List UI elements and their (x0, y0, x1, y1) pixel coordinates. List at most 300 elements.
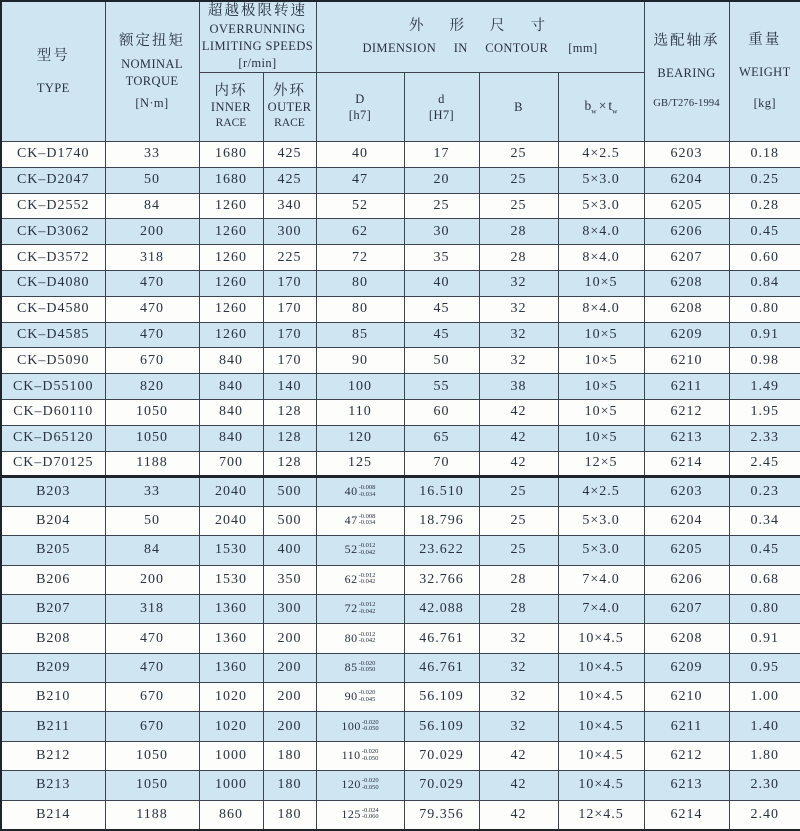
cell-outer-race: 500 (263, 477, 316, 506)
dim-D-value: 52 (344, 542, 358, 557)
dimension-header-unit: [mm] (568, 41, 598, 55)
cell-torque: 1050 (105, 741, 199, 770)
cell-type: CK–D2047 (1, 167, 105, 193)
cell-torque: 1050 (105, 771, 199, 800)
cell-weight: 1.00 (729, 683, 800, 712)
cell-dim-B: 25 (479, 536, 558, 565)
table-row (1, 374, 800, 400)
cell-dim-d: 46.761 (404, 624, 479, 653)
cell-dim-D: 125 (316, 451, 404, 477)
cell-inner-race: 700 (199, 451, 263, 477)
cell-outer-race: 170 (263, 322, 316, 348)
speeds-header-cn: 超越极限转速 (208, 3, 307, 19)
cell-outer-race: 425 (263, 167, 316, 193)
cell-inner-race: 1020 (199, 683, 263, 712)
cell-weight: 0.25 (729, 167, 800, 193)
dim-D-tolerance: -0.020 -0.050 (361, 718, 379, 733)
col-header-D: D [h7] (316, 73, 404, 142)
cell-keyway: 4×2.5 (558, 477, 644, 506)
dimension-header-cn: 外 形 尺 寸 (409, 18, 552, 34)
table-row (1, 219, 800, 245)
cell-dim-d: 55 (404, 374, 479, 400)
cell-torque: 318 (105, 245, 199, 271)
cell-inner-race: 1020 (199, 712, 263, 741)
cell-inner-race: 840 (199, 425, 263, 451)
cell-dim-d: 40 (404, 270, 479, 296)
cell-dim-d: 17 (404, 142, 479, 168)
cell-inner-race: 840 (199, 399, 263, 425)
cell-dim-d: 25 (404, 193, 479, 219)
cell-weight: 1.80 (729, 741, 800, 770)
bearing-header-standard: GB/T276-1994 (653, 97, 720, 109)
cell-outer-race: 300 (263, 219, 316, 245)
cell-bearing: 6203 (644, 142, 729, 168)
torque-header-en2: TORQUE (125, 73, 179, 88)
table-body (1, 142, 800, 830)
cell-bearing: 6208 (644, 624, 729, 653)
cell-dim-D (316, 624, 404, 653)
cell-inner-race: 1530 (199, 565, 263, 594)
weight-header-cn: 重量 (748, 32, 782, 48)
cell-inner-race: 1260 (199, 322, 263, 348)
cell-inner-race: 840 (199, 374, 263, 400)
torque-header-cn: 额定扭矩 (119, 32, 185, 49)
cell-dim-D (316, 594, 404, 623)
cell-dim-D (316, 477, 404, 506)
bearing-header-en: BEARING (657, 65, 716, 80)
cell-type: B204 (1, 506, 105, 535)
cell-dim-B: 38 (479, 374, 558, 400)
cell-dim-D (316, 565, 404, 594)
cell-dim-B: 32 (479, 712, 558, 741)
col-header-outer-race: 外环 OUTER RACE (263, 73, 316, 142)
cell-weight: 2.40 (729, 800, 800, 829)
cell-inner-race: 1530 (199, 536, 263, 565)
cell-outer-race: 200 (263, 712, 316, 741)
speeds-header-unit: [r/min] (238, 56, 277, 70)
cell-bearing: 6214 (644, 800, 729, 829)
cell-outer-race: 140 (263, 374, 316, 400)
cell-torque: 470 (105, 270, 199, 296)
cell-bearing: 6213 (644, 771, 729, 800)
cell-dim-D: 80 (316, 270, 404, 296)
cell-torque: 1050 (105, 399, 199, 425)
cell-keyway: 10×5 (558, 399, 644, 425)
cell-type: B213 (1, 771, 105, 800)
cell-dim-D (316, 741, 404, 770)
cell-torque: 670 (105, 683, 199, 712)
cell-torque: 1050 (105, 425, 199, 451)
dim-D-tolerance: -0.020 -0.045 (358, 689, 376, 703)
cell-dim-D: 40 (316, 142, 404, 168)
cell-type: B206 (1, 565, 105, 594)
cell-dim-D: 72 (316, 245, 404, 271)
table-row (1, 741, 800, 770)
cell-dim-B: 32 (479, 322, 558, 348)
cell-outer-race: 180 (263, 800, 316, 829)
table-row (1, 565, 800, 594)
dim-D-tolerance: -0.012 -0.042 (358, 630, 376, 644)
cell-dim-d: 30 (404, 219, 479, 245)
col-header-type (1, 1, 105, 142)
cell-dim-d: 50 (404, 348, 479, 374)
cell-type: B207 (1, 594, 105, 623)
cell-dim-B: 28 (479, 219, 558, 245)
cell-dim-D: 100 (316, 374, 404, 400)
cell-dim-D: 90 (316, 348, 404, 374)
cell-outer-race: 128 (263, 399, 316, 425)
cell-outer-race: 180 (263, 741, 316, 770)
table-row (1, 142, 800, 168)
cell-weight: 0.18 (729, 142, 800, 168)
cell-dim-D: 110 (316, 399, 404, 425)
dim-D-value: 120 (341, 777, 361, 792)
table-row (1, 451, 800, 477)
cell-dim-D (316, 712, 404, 741)
cell-keyway: 10×4.5 (558, 653, 644, 682)
table-row (1, 322, 800, 348)
cell-type: CK–D4080 (1, 270, 105, 296)
cell-inner-race: 1680 (199, 142, 263, 168)
cell-outer-race: 200 (263, 683, 316, 712)
dim-D-tolerance: -0.020 -0.050 (361, 777, 379, 791)
cell-keyway: 4×2.5 (558, 142, 644, 168)
cell-type: CK–D5090 (1, 348, 105, 374)
cell-dim-B: 32 (479, 653, 558, 682)
cell-keyway: 10×5 (558, 425, 644, 451)
table-row (1, 348, 800, 374)
cell-bearing: 6210 (644, 348, 729, 374)
cell-dim-B: 25 (479, 477, 558, 506)
cell-type: B208 (1, 624, 105, 653)
col-header-B: B (479, 73, 558, 142)
cell-dim-B: 25 (479, 506, 558, 535)
cell-torque: 318 (105, 594, 199, 623)
cell-weight: 0.80 (729, 594, 800, 623)
cell-outer-race: 128 (263, 425, 316, 451)
cell-outer-race: 425 (263, 142, 316, 168)
cell-dim-B: 42 (479, 800, 558, 829)
cell-weight: 0.34 (729, 506, 800, 535)
cell-bearing: 6204 (644, 506, 729, 535)
dimension-header-en: DIMENSION IN CONTOUR [mm] (362, 41, 598, 55)
cell-keyway: 10×5 (558, 322, 644, 348)
cell-dim-B: 28 (479, 245, 558, 271)
cell-dim-d: 79.356 (404, 800, 479, 829)
cell-torque: 1188 (105, 800, 199, 829)
cell-weight: 1.49 (729, 374, 800, 400)
cell-torque: 470 (105, 296, 199, 322)
dim-D-value: 47 (344, 512, 358, 527)
cell-weight: 0.68 (729, 565, 800, 594)
cell-weight: 2.33 (729, 425, 800, 451)
speeds-header-en2: LIMITING SPEEDS (201, 39, 314, 53)
cell-dim-d: 65 (404, 425, 479, 451)
cell-inner-race: 1260 (199, 245, 263, 271)
cell-dim-d: 32.766 (404, 565, 479, 594)
cell-bearing: 6203 (644, 477, 729, 506)
cell-outer-race: 200 (263, 624, 316, 653)
dim-D-tolerance: -0.012 -0.042 (358, 601, 376, 615)
cell-outer-race: 340 (263, 193, 316, 219)
cell-torque: 33 (105, 477, 199, 506)
cell-dim-d: 42.088 (404, 594, 479, 623)
torque-header-en1: NOMINAL (121, 56, 183, 71)
table-row (1, 296, 800, 322)
cell-torque: 470 (105, 322, 199, 348)
cell-outer-race: 128 (263, 451, 316, 477)
col-header-speeds (199, 1, 316, 73)
cell-dim-d: 23.622 (404, 536, 479, 565)
dim-D-tolerance: -0.020 -0.050 (361, 748, 379, 762)
cell-weight: 2.30 (729, 771, 800, 800)
cell-inner-race: 1260 (199, 219, 263, 245)
cell-keyway: 10×4.5 (558, 712, 644, 741)
cell-dim-d: 20 (404, 167, 479, 193)
cell-dim-D (316, 800, 404, 829)
cell-weight: 0.80 (729, 296, 800, 322)
cell-type: B209 (1, 653, 105, 682)
weight-header-en: WEIGHT (738, 65, 791, 79)
cell-bearing: 6208 (644, 270, 729, 296)
cell-dim-B: 42 (479, 399, 558, 425)
cell-keyway: 10×5 (558, 270, 644, 296)
cell-dim-B: 28 (479, 594, 558, 623)
cell-weight: 1.95 (729, 399, 800, 425)
cell-torque: 50 (105, 506, 199, 535)
cell-keyway: 5×3.0 (558, 167, 644, 193)
cell-keyway: 10×4.5 (558, 741, 644, 770)
cell-bearing: 6208 (644, 296, 729, 322)
table-row (1, 771, 800, 800)
cell-keyway: 7×4.0 (558, 594, 644, 623)
cell-dim-B: 25 (479, 193, 558, 219)
cell-dim-B: 32 (479, 683, 558, 712)
cell-bearing: 6214 (644, 451, 729, 477)
dim-D-value: 80 (344, 630, 358, 645)
cell-keyway: 5×3.0 (558, 193, 644, 219)
cell-keyway: 10×5 (558, 374, 644, 400)
col-header-d: d [H7] (404, 73, 479, 142)
cell-dim-D: 47 (316, 167, 404, 193)
cell-inner-race: 1000 (199, 741, 263, 770)
cell-bearing: 6209 (644, 322, 729, 348)
col-header-weight (729, 1, 800, 142)
cell-bearing: 6205 (644, 536, 729, 565)
cell-weight: 0.95 (729, 653, 800, 682)
cell-weight: 2.45 (729, 451, 800, 477)
table-row (1, 683, 800, 712)
table-row (1, 167, 800, 193)
cell-dim-D (316, 536, 404, 565)
cell-inner-race: 1260 (199, 270, 263, 296)
cell-type: CK–D1740 (1, 142, 105, 168)
table-row (1, 506, 800, 535)
cell-dim-d: 70.029 (404, 741, 479, 770)
cell-keyway: 12×4.5 (558, 800, 644, 829)
cell-type: CK–D70125 (1, 451, 105, 477)
cell-dim-d: 46.761 (404, 653, 479, 682)
cell-dim-B: 42 (479, 425, 558, 451)
cell-dim-D: 85 (316, 322, 404, 348)
dim-D-tolerance: -0.020 -0.050 (358, 659, 376, 674)
cell-weight: 0.23 (729, 477, 800, 506)
table-row (1, 536, 800, 565)
dim-D-value: 62 (344, 571, 358, 586)
cell-torque: 820 (105, 374, 199, 400)
cell-inner-race: 1360 (199, 594, 263, 623)
table-row (1, 477, 800, 506)
cell-torque: 200 (105, 219, 199, 245)
table-row (1, 245, 800, 271)
cell-dim-B: 25 (479, 142, 558, 168)
cell-torque: 470 (105, 653, 199, 682)
cell-type: CK–D2552 (1, 193, 105, 219)
col-header-bearing (644, 1, 729, 142)
cell-dim-d: 16.510 (404, 477, 479, 506)
cell-weight: 0.45 (729, 219, 800, 245)
cell-inner-race: 2040 (199, 477, 263, 506)
dim-D-value: 40 (344, 484, 358, 499)
cell-inner-race: 1360 (199, 653, 263, 682)
cell-keyway: 12×5 (558, 451, 644, 477)
cell-dim-d: 45 (404, 296, 479, 322)
cell-dim-d: 56.109 (404, 712, 479, 741)
table-row (1, 425, 800, 451)
dim-D-value: 110 (341, 748, 361, 763)
col-header-inner-race: 内环 INNER RACE (199, 73, 263, 142)
cell-type: CK–D4580 (1, 296, 105, 322)
table-row (1, 712, 800, 741)
dim-D-tolerance: -0.024 -0.060 (361, 806, 379, 821)
cell-torque: 1188 (105, 451, 199, 477)
cell-weight: 0.84 (729, 270, 800, 296)
cell-dim-d: 35 (404, 245, 479, 271)
cell-torque: 200 (105, 565, 199, 594)
cell-weight: 0.98 (729, 348, 800, 374)
cell-dim-B: 32 (479, 624, 558, 653)
cell-dim-D (316, 683, 404, 712)
cell-weight: 0.91 (729, 624, 800, 653)
cell-outer-race: 225 (263, 245, 316, 271)
cell-weight: 0.60 (729, 245, 800, 271)
cell-torque: 84 (105, 536, 199, 565)
cell-type: CK–D60110 (1, 399, 105, 425)
cell-dim-B: 32 (479, 270, 558, 296)
table-row (1, 624, 800, 653)
cell-dim-D: 62 (316, 219, 404, 245)
cell-outer-race: 180 (263, 771, 316, 800)
cell-dim-D (316, 771, 404, 800)
cell-dim-d: 70.029 (404, 771, 479, 800)
cell-dim-B: 42 (479, 771, 558, 800)
cell-outer-race: 400 (263, 536, 316, 565)
table-row (1, 653, 800, 682)
cell-bearing: 6211 (644, 712, 729, 741)
type-header-en: TYPE (36, 80, 70, 95)
weight-header-unit: [kg] (753, 96, 776, 110)
cell-bearing: 6207 (644, 594, 729, 623)
speeds-header-en1: OVERRUNNING (209, 22, 306, 36)
dim-D-value: 100 (341, 718, 361, 733)
cell-bearing: 6213 (644, 425, 729, 451)
table-row (1, 800, 800, 829)
cell-inner-race: 1360 (199, 624, 263, 653)
cell-dim-B: 42 (479, 451, 558, 477)
dim-D-tolerance: -0.008 -0.034 (358, 512, 376, 527)
cell-outer-race: 170 (263, 270, 316, 296)
cell-bearing: 6209 (644, 653, 729, 682)
cell-inner-race: 2040 (199, 506, 263, 535)
cell-type: B214 (1, 800, 105, 829)
cell-torque: 84 (105, 193, 199, 219)
cell-keyway: 8×4.0 (558, 296, 644, 322)
cell-keyway: 8×4.0 (558, 245, 644, 271)
cell-dim-D (316, 506, 404, 535)
cell-inner-race: 1260 (199, 193, 263, 219)
cell-keyway: 5×3.0 (558, 506, 644, 535)
cell-type: B212 (1, 741, 105, 770)
cell-type: B203 (1, 477, 105, 506)
cell-torque: 470 (105, 624, 199, 653)
cell-type: CK–D3572 (1, 245, 105, 271)
cell-dim-d: 56.109 (404, 683, 479, 712)
cell-outer-race: 170 (263, 348, 316, 374)
cell-bearing: 6210 (644, 683, 729, 712)
cell-keyway: 10×4.5 (558, 683, 644, 712)
cell-keyway: 8×4.0 (558, 219, 644, 245)
cell-torque: 670 (105, 712, 199, 741)
cell-keyway: 5×3.0 (558, 536, 644, 565)
cell-keyway: 10×4.5 (558, 771, 644, 800)
cell-torque: 50 (105, 167, 199, 193)
dim-D-tolerance: -0.012 -0.042 (358, 542, 376, 556)
cell-torque: 670 (105, 348, 199, 374)
dim-D-value: 72 (344, 601, 358, 616)
table-row (1, 193, 800, 219)
cell-weight: 1.40 (729, 712, 800, 741)
col-header-torque (105, 1, 199, 142)
table-row (1, 399, 800, 425)
cell-bearing: 6211 (644, 374, 729, 400)
cell-dim-D: 80 (316, 296, 404, 322)
cell-keyway: 10×4.5 (558, 624, 644, 653)
cell-weight: 0.91 (729, 322, 800, 348)
cell-type: CK–D4585 (1, 322, 105, 348)
cell-bearing: 6212 (644, 399, 729, 425)
cell-bearing: 6204 (644, 167, 729, 193)
cell-keyway: 10×5 (558, 348, 644, 374)
type-header-cn: 型号 (36, 47, 70, 64)
dim-D-tolerance: -0.008 -0.034 (358, 484, 376, 498)
cell-type: B210 (1, 683, 105, 712)
cell-torque: 33 (105, 142, 199, 168)
cell-inner-race: 1000 (199, 771, 263, 800)
cell-dim-B: 28 (479, 565, 558, 594)
cell-outer-race: 170 (263, 296, 316, 322)
cell-type: CK–D3062 (1, 219, 105, 245)
bearing-header-cn: 选配轴承 (653, 32, 720, 49)
cell-bearing: 6212 (644, 741, 729, 770)
cell-weight: 0.45 (729, 536, 800, 565)
cell-dim-B: 25 (479, 167, 558, 193)
dim-D-value: 85 (344, 659, 358, 674)
cell-outer-race: 300 (263, 594, 316, 623)
cell-inner-race: 860 (199, 800, 263, 829)
table-header (1, 1, 800, 142)
cell-dim-D: 120 (316, 425, 404, 451)
cell-dim-B: 42 (479, 741, 558, 770)
